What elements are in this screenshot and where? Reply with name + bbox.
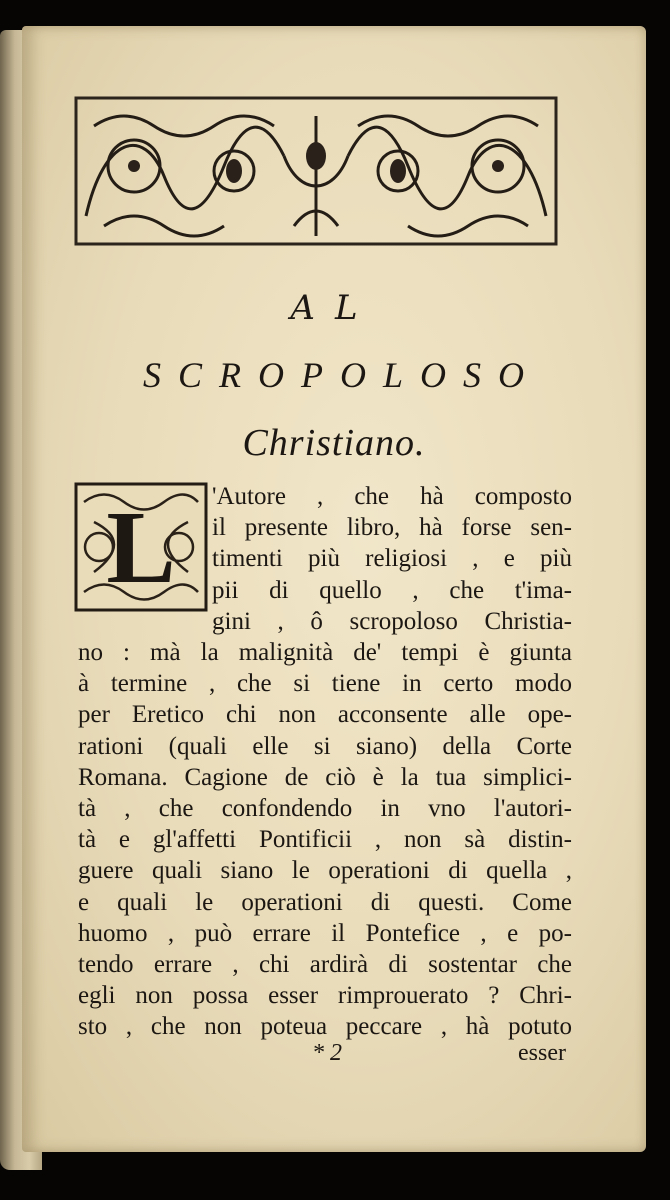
text-line: guere quali siano le operationi di quella , (78, 857, 572, 885)
text-line: no : mà la malignità de' tempi è giunta (78, 639, 572, 666)
text-line: timenti più religiosi , e più (212, 545, 572, 573)
text-line: il presente libro, hà forse sen- (212, 514, 572, 542)
text-line: per Eretico chi non acconsente alle ope- (78, 701, 572, 729)
signature-mark: * 2 (312, 1040, 342, 1066)
text-line: tà e gl'affetti Pontificii , non sà distin- (78, 826, 572, 854)
book-page (22, 26, 646, 1152)
heading-scropoloso: SCROPOLOSO (142, 355, 541, 395)
text-line: 'Autore , che hà composto (212, 483, 572, 510)
text-line: Romana. Cagione de ciò è la tua simplici- (78, 763, 572, 791)
catchword: esser (518, 1040, 566, 1066)
heading-al: AL (290, 288, 378, 328)
text-line: sto , che non poteua peccare , hà potuto (78, 1013, 572, 1041)
heading-christiano: Christiano. (242, 422, 426, 464)
text-line: tà , che confondendo in vno l'autori- (78, 795, 572, 822)
text-line: e quali le operationi di questi. Come (78, 888, 572, 916)
text-line: rationi (quali elle si siano) della Corte (78, 732, 572, 760)
headpiece-ornament (74, 96, 558, 246)
text-line: gini , ô scropoloso Christia- (212, 607, 572, 635)
text-line: tendo errare , chi ardirà di sostentar che (78, 951, 572, 978)
text-line: huomo , può errare il Pontefice , e po- (78, 919, 572, 947)
initial-letter: L (106, 490, 176, 605)
decorated-initial-l (74, 482, 208, 612)
text-line: pii di quello , che t'ima- (212, 576, 572, 604)
text-line: à termine , che si tiene in certo modo (78, 670, 572, 698)
text-line: egli non possa esser rimprouerato ? Chri- (78, 982, 572, 1010)
